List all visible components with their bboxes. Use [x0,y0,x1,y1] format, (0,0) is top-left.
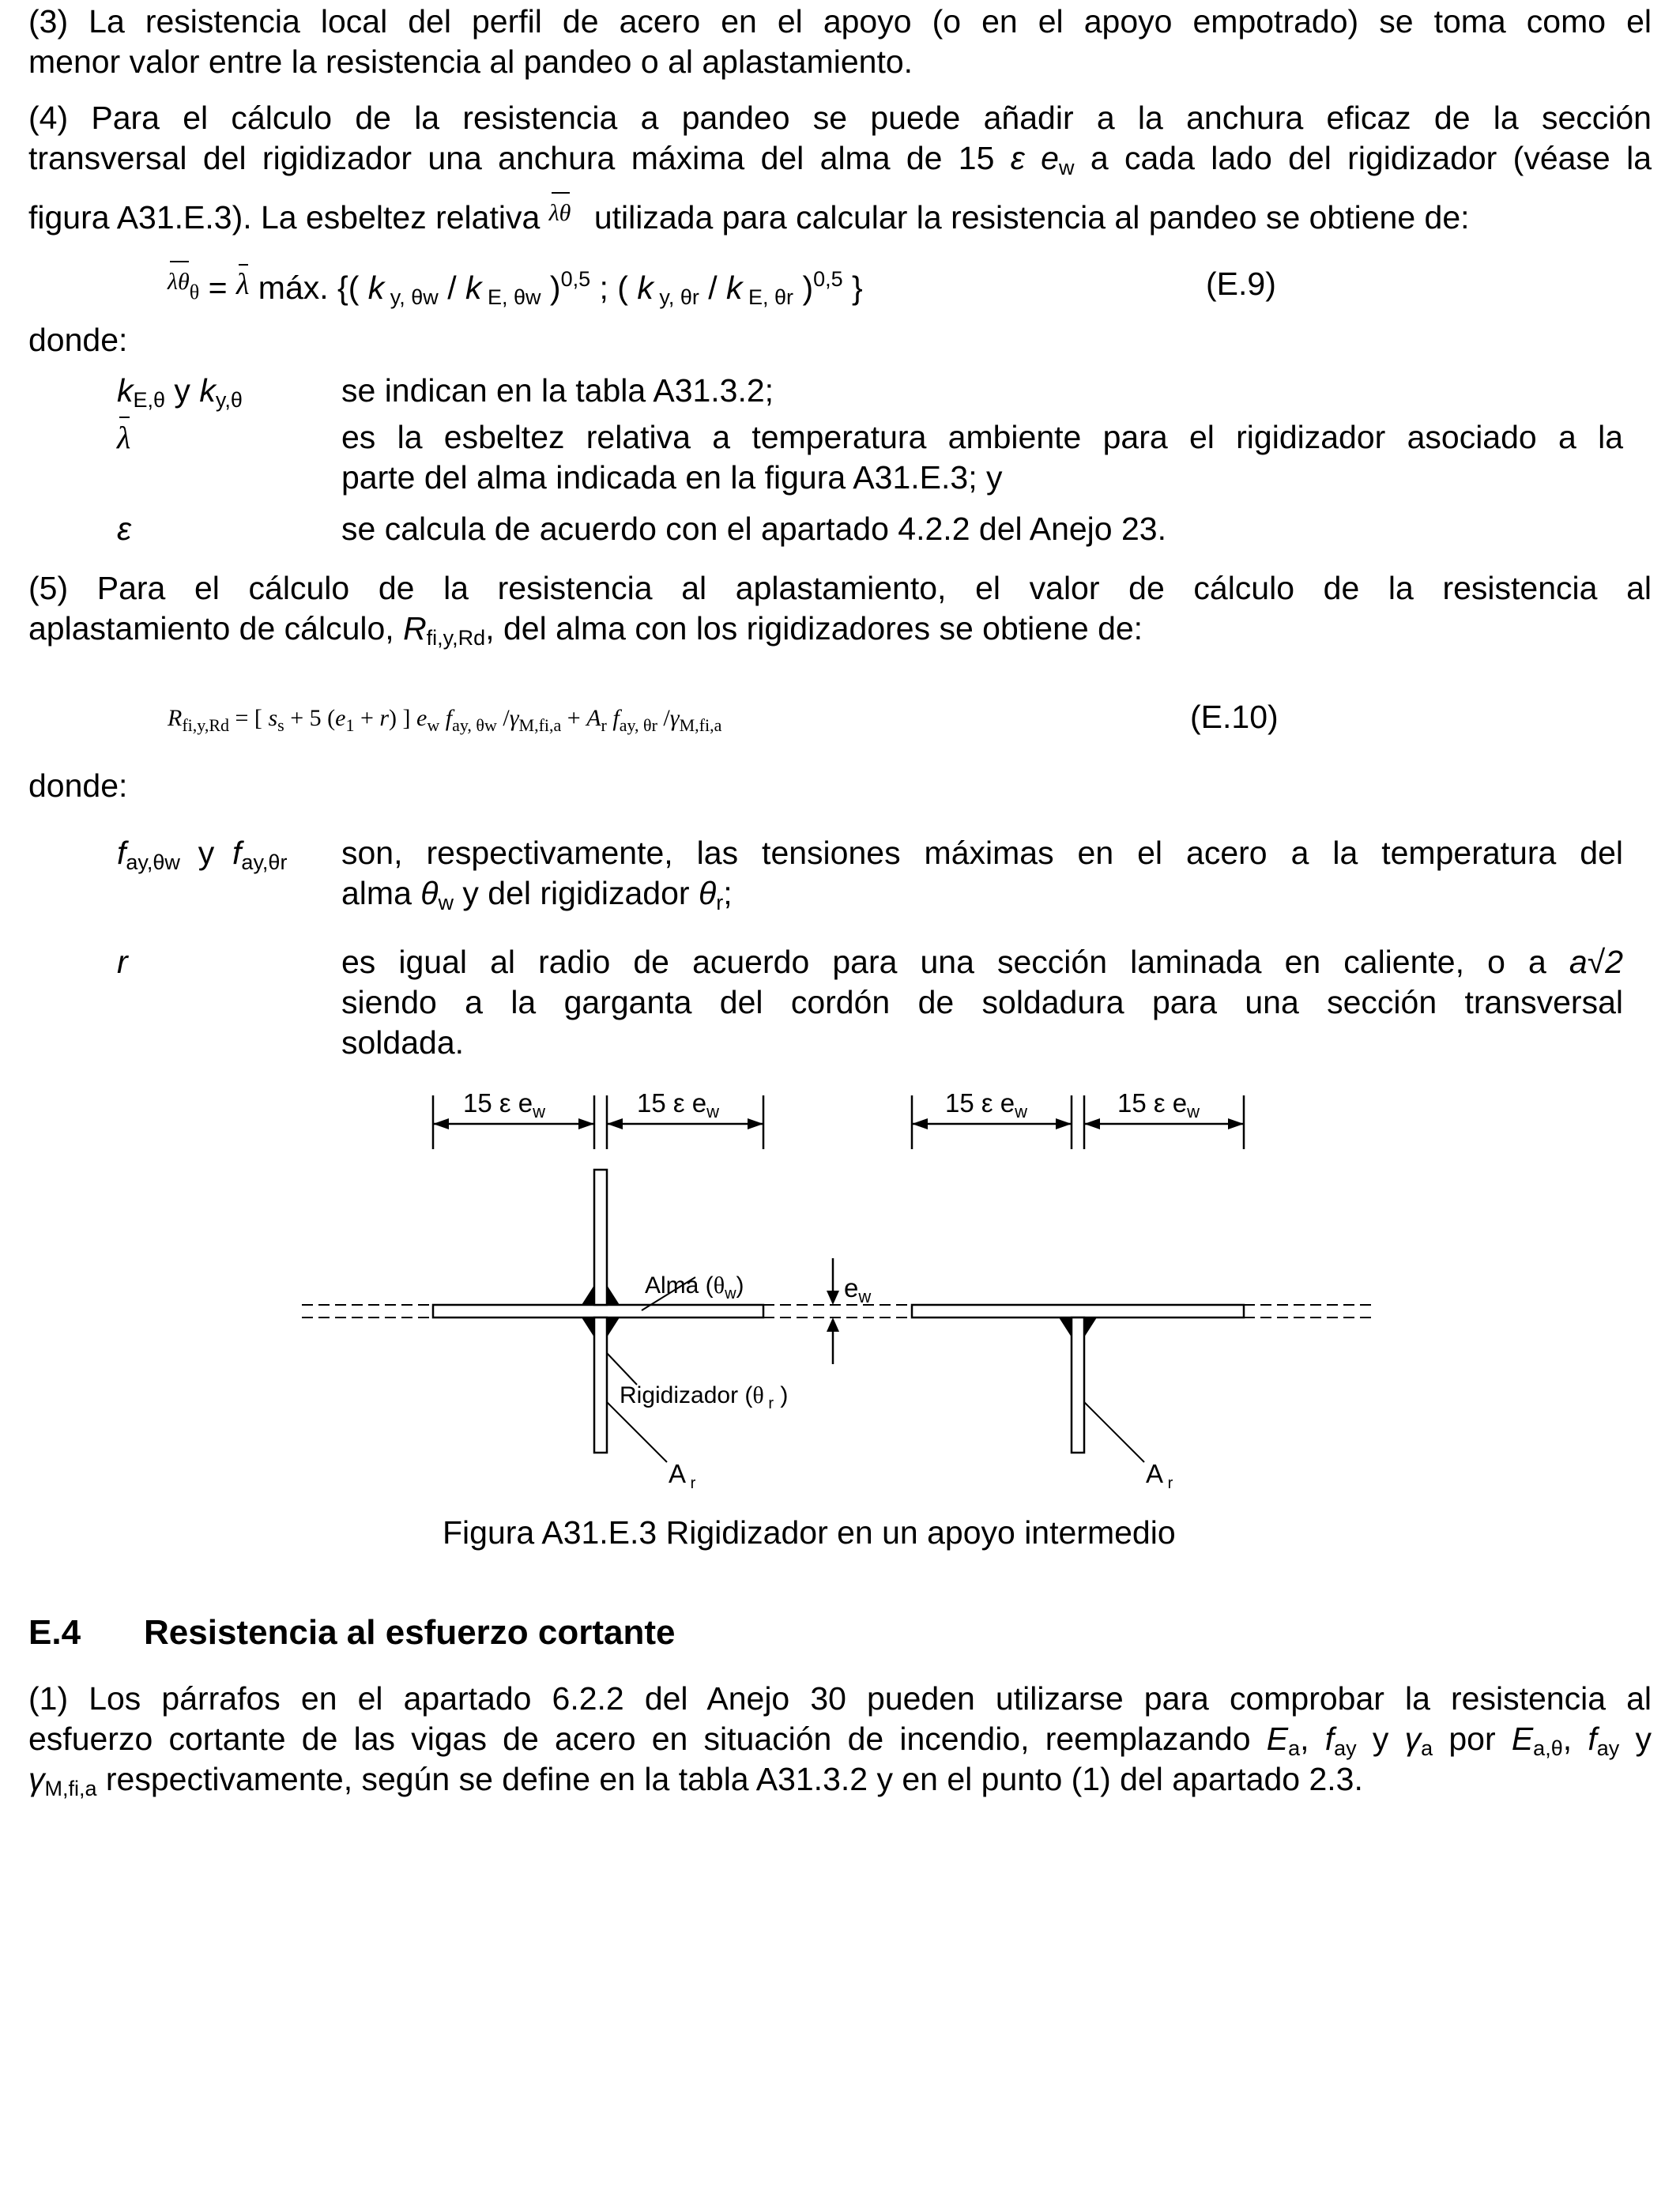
equation-e9-number: (E.9) [1206,266,1276,302]
dim-label-2: 15 ε $e_w$ [637,1088,719,1122]
definition-term: ε [117,511,132,547]
definition-text: son, respectivamente, las tensiones máximas en el acero a la temperatura del alma $\theta_w$ y del rigidizador $\theta_r$; [341,835,1623,914]
donde-label-2: donde: [28,767,128,804]
paragraph-e4-line-1: (1) Los párrafos en el apartado 6.2.2 del Anejo 30 pueden utilizarse para comprobar la resistencia al [28,1680,1652,1717]
equation-e10-formula: $R_{fi,y,Rd}$ = [ $s_s + 5$ $(e_1 + r)$ ] $e_w$ $f_{ay, \theta w}$ $/\gamma_{M,fi,a} + A_r$ $f_{ay, \theta r}$ $/\gamma_{M,fi,a}$ [168,705,722,735]
paragraph-5-line-2: aplastamiento de cálculo, $R_{fi,y,Rd}$, del alma con los rigidizadores se obtiene de: [28,610,1143,650]
paragraph-3-line-1: (3) La resistencia local del perfil de acero en el apoyo (o en el apoyo empotrado) se toma como el [28,3,1652,40]
section-title: Resistencia al esfuerzo cortante [144,1613,676,1652]
definition-term: $k_{E,\theta}$ y $k_{y,\theta}$ [117,372,243,412]
paragraph-3-line-2: menor valor entre la resistencia al pandeo o al aplastamiento. [28,43,913,80]
dim-label-4: 15 ε $e_w$ [1117,1088,1200,1122]
definition-term: λ [117,417,130,458]
figure-caption: Figura A31.E.3 Rigidizador en un apoyo intermedio [443,1514,1176,1551]
definition-text: es la esbeltez relativa a temperatura ambiente para el rigidizador asociado a la parte del alma indicada en la figura A31.E.3; y [341,419,1623,496]
paragraph-e4-line-3: $\gamma_{M,fi,a}$ respectivamente, según se define en la tabla A31.3.2 y en el punto (1) del apartado 2.3. [28,1761,1363,1800]
rigidizador-label: Rigidizador (θ $_r$ ) [620,1382,789,1412]
definition-term: $f_{ay,\theta w}$ y $f_{ay,\theta r}$ [117,835,288,874]
definition-text: se indican en la tabla A31.3.2; [341,372,774,409]
paragraph-4-line-1: (4) Para el cálculo de la resistencia a pandeo se puede añadir a la anchura eficaz de la sección [28,100,1652,136]
paragraph-e4-line-2: esfuerzo cortante de las vigas de acero en situación de incendio, reemplazando $E_a$, $f_{ay}$ y $\gamma_a$ por $E_{a,\theta}$, $f_{ay}$ y [28,1721,1652,1760]
section-number: E.4 [28,1613,81,1652]
paragraph-5-line-1: (5) Para el cálculo de la resistencia al aplastamiento, el valor de cálculo de la resistencia al [28,570,1652,606]
paragraph-4-line-3: figura A31.E.3). La esbeltez relativa λθ utilizada para calcular la resistencia al pandeo se obtiene de: [28,193,1470,238]
dim-label-3: 15 ε $e_w$ [945,1088,1027,1122]
dim-label-1: 15 ε $e_w$ [463,1088,545,1122]
equation-e10-number: (E.10) [1190,699,1279,735]
definition-text: es igual al radio de acuerdo para una sección laminada en caliente, o a a√2 siendo a la garganta del cordón de soldadura para una sección transversal soldada. [341,944,1623,1061]
ar-label-left: A $_r$ [669,1459,696,1492]
alma-label: Alma $(\theta_w)$ [645,1272,744,1302]
definition-text: se calcula de acuerdo con el apartado 4.2.2 del Anejo 23. [341,511,1166,547]
lambda-theta-symbol: λθ [549,193,571,233]
ar-label-right: A $_r$ [1146,1459,1173,1492]
section-heading [28,1612,676,1653]
equation-e9-formula: λθθ = λ máx. {( k $_{y, \theta w}$ / k $_{E, \theta w}$ )$^{0,5}$ ; ( k $_{y, \theta r}$ / k $_{E, \theta r}$ )$^{0,5}$ } [168,262,863,312]
donde-label-1: donde: [28,322,128,358]
definition-term: r [117,944,128,980]
ew-label: $e_w$ [844,1273,872,1306]
paragraph-4-line-2: transversal del rigidizador una anchura máxima del alma de 15 ε $e_w$ a cada lado del rigidizador (véase la [28,140,1652,179]
